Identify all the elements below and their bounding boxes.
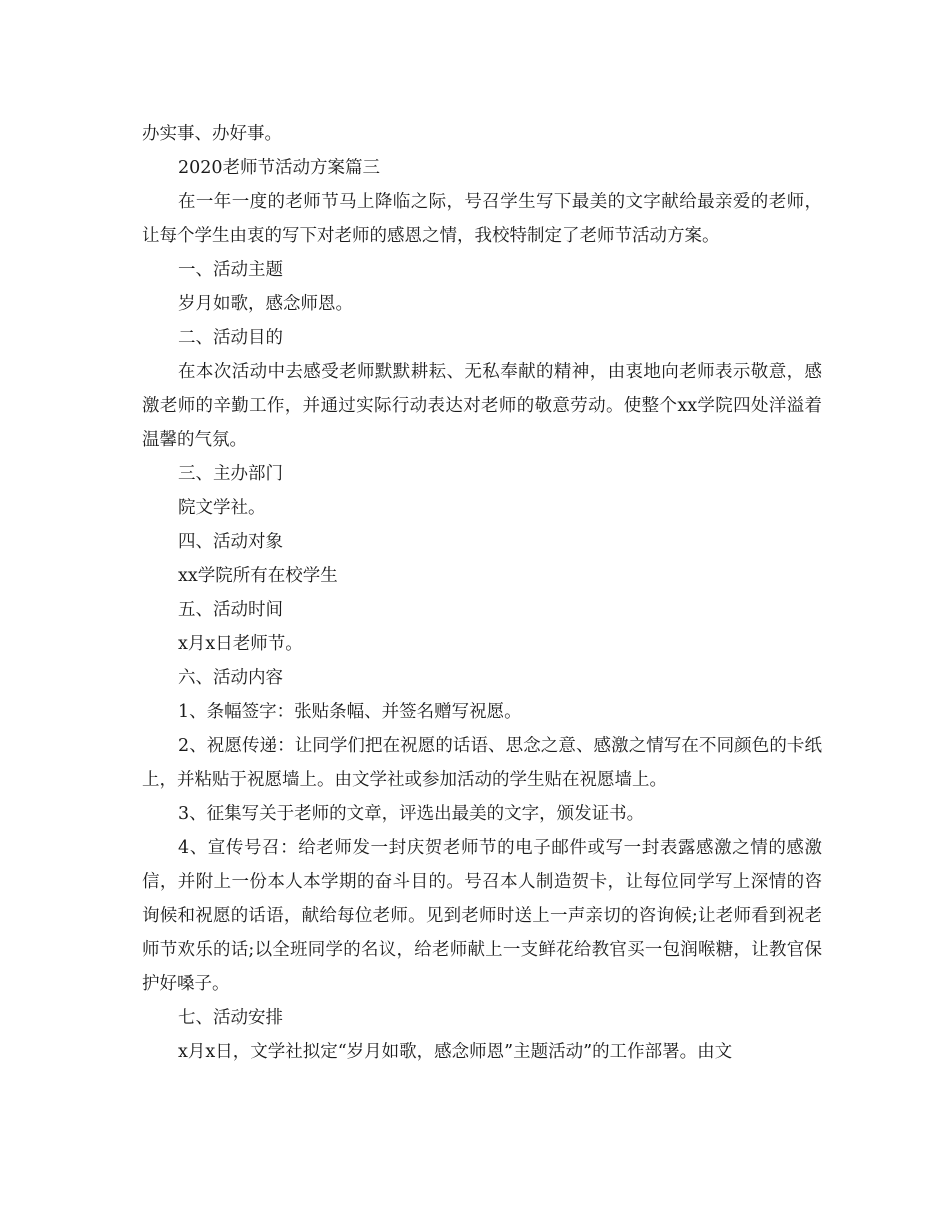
content-item-1: 1、条幅签字：张贴条幅、并签名赠写祝愿。 — [178, 702, 522, 722]
paragraph-0: 办实事、办好事。 — [142, 124, 282, 144]
content-item-2: 2、祝愿传递：让同学们把在祝愿的话语、思念之意、感激之情写在不同颜色的卡纸上，并粘贴于祝愿墙上。由文学社或参加活动的学生贴在祝愿墙上。 — [142, 736, 822, 790]
paragraph-intro: 在一年一度的老师节马上降临之际，号召学生写下最美的文字献给最亲爱的老师，让每个学生由衷的写下对老师的感恩之情，我校特制定了老师节活动方案。 — [142, 192, 822, 246]
paragraph-theme: 岁月如歌，感念师恩。 — [178, 294, 353, 314]
paragraph-time: x月x日老师节。 — [178, 634, 303, 654]
heading-audience: 四、活动对象 — [178, 532, 283, 552]
content-item-3: 3、征集写关于老师的文章，评选出最美的文字，颁发证书。 — [178, 804, 645, 824]
heading-content: 六、活动内容 — [178, 668, 283, 688]
heading-organizer: 三、主办部门 — [178, 464, 283, 484]
paragraph-organizer: 院文学社。 — [178, 498, 266, 518]
heading-schedule: 七、活动安排 — [178, 1008, 283, 1028]
heading-theme: 一、活动主题 — [178, 260, 283, 280]
paragraph-schedule: x月x日，文学社拟定“岁月如歌，感念师恩”主题活动”的工作部署。由文 — [178, 1042, 733, 1062]
heading-time: 五、活动时间 — [178, 600, 283, 620]
content-item-4: 4、宣传号召：给老师发一封庆贺老师节的电子邮件或写一封表露感激之情的感激信，并附上一份本人本学期的奋斗目的。号召本人制造贺卡，让每位同学写上深情的咨询候和祝愿的话语，献给每位老师。见到老师时送上一声亲切的咨询候;让老师看到祝老师节欢乐的话;以全班同学的名议，给老师献上一支鲜花给教官买一包润喉糖，让教官保护好嗓子。 — [142, 838, 822, 994]
paragraph-purpose: 在本次活动中去感受老师默默耕耘、无私奉献的精神，由衷地向老师表示敬意，感激老师的辛勤工作，并通过实际行动表达对老师的敬意劳动。使整个xx学院四处洋溢着温馨的气氛。 — [142, 362, 822, 450]
section-title: 2020老师节活动方案篇三 — [178, 158, 381, 178]
paragraph-audience: xx学院所有在校学生 — [178, 566, 338, 586]
heading-purpose: 二、活动目的 — [178, 328, 283, 348]
